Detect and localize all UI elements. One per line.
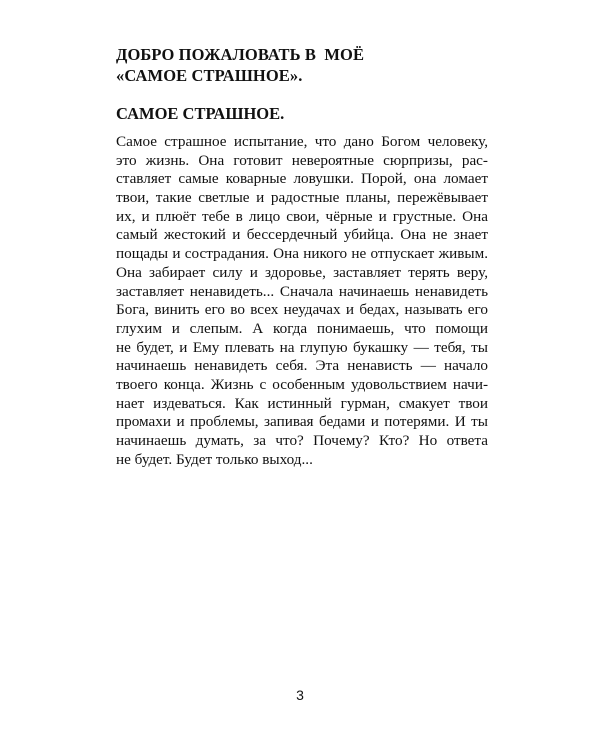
body-line: Она забирает силу и здоровье, заставляет терять веру, bbox=[116, 263, 488, 281]
body-line: твоего конца. Жизнь с особенным удовольствием начи- bbox=[116, 375, 488, 393]
body-line: не будет. Будет только выход... bbox=[116, 450, 313, 468]
page-header bbox=[116, 44, 496, 86]
body-line: твои, такие светлые и радостные планы, пережёвывает bbox=[116, 189, 488, 207]
body-line: нает издеваться. Как истинный гурман, смакует твои bbox=[116, 394, 488, 412]
body-line: пощады и сострадания. Она никого не отпускает живым. bbox=[116, 245, 488, 263]
body-line: самый жестокий и бессердечный убийца. Она не знает bbox=[116, 226, 488, 244]
body-line: Бога, винить его во всех неудачах и бедах, называть его bbox=[116, 301, 488, 319]
body-line: Самое страшное испытание, что дано Богом человеку, bbox=[116, 133, 488, 150]
body-line: их, и плюёт тебе в лицо свои, чёрные и грустные. Она bbox=[116, 207, 488, 225]
body-line: ставляет самые коварные ловушки. Порой, она ломает bbox=[116, 170, 488, 188]
body-paragraph bbox=[116, 133, 488, 469]
header-line-1: ДОБРО ПОЖАЛОВАТЬ В МОЁ bbox=[116, 45, 365, 64]
body-line: не будет, и Ему плевать на глупую букашку — тебя, ты bbox=[116, 338, 488, 356]
section-title: САМОЕ СТРАШНОЕ. bbox=[116, 104, 285, 123]
body-line: заставляет ненавидеть... Сначала начинаешь ненавидеть bbox=[116, 282, 488, 300]
body-line: начинаешь ненавидеть себя. Эта ненависть — начало bbox=[116, 357, 488, 375]
body-line: это жизнь. Она готовит невероятные сюрпризы, рас- bbox=[116, 151, 488, 169]
body-line: промахи и проблемы, запивая бедами и потерями. И ты bbox=[116, 413, 488, 431]
body-line: глухим и слепым. А когда понимаешь, что помощи bbox=[116, 319, 488, 337]
page-number: 3 bbox=[296, 687, 304, 703]
header-line-2: «САМОЕ СТРАШНОЕ». bbox=[116, 66, 303, 85]
body-line: начинаешь думать, за что? Почему? Кто? Но ответа bbox=[116, 432, 488, 449]
